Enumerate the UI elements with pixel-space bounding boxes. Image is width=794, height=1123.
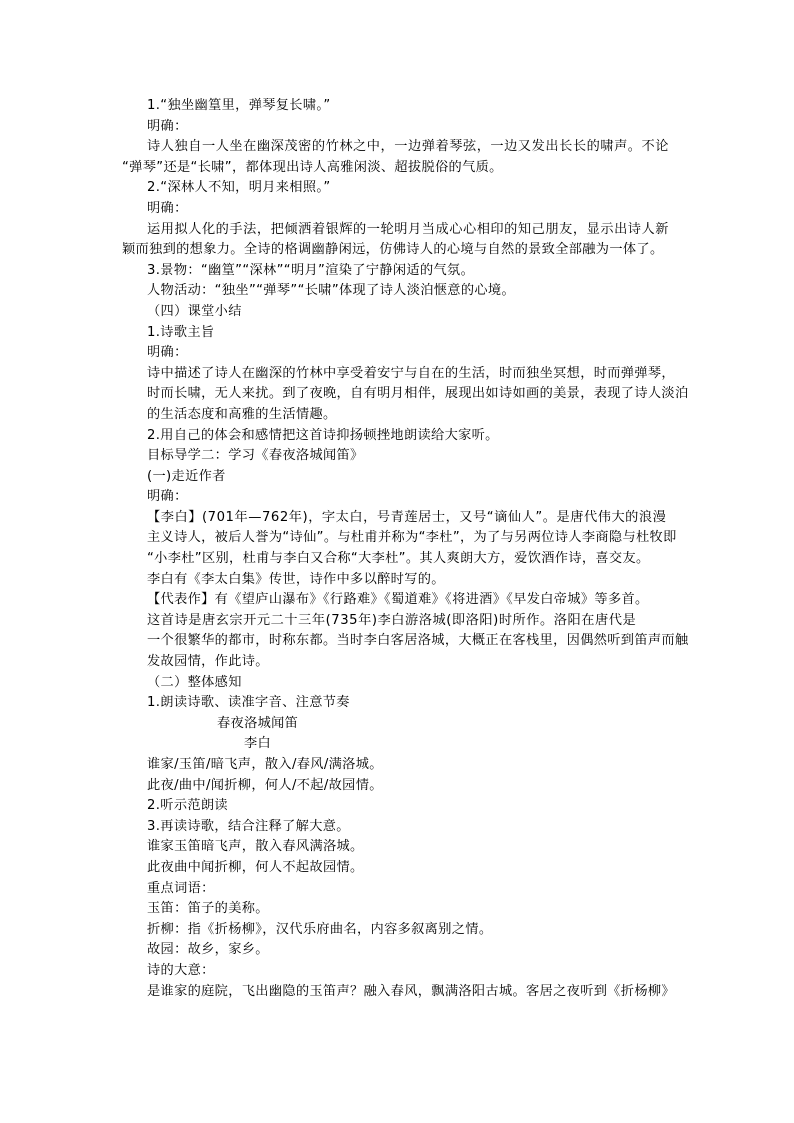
text-line: （二）整体感知	[147, 674, 242, 690]
text-line: 李白有《李太白集》传世，诗作中多以醉时写的。	[147, 571, 445, 587]
text-line: 明确：	[147, 200, 188, 216]
text-line: 谁家/玉笛/暗飞声，散入/春风/满洛城。	[147, 757, 383, 772]
text-line: 2.用自己的体会和感情把这首诗抑扬顿挫地朗读给大家听。	[147, 427, 499, 443]
text-line: 运用拟人化的手法，把倾洒着银辉的一轮明月当成心心相印的知己朋友，显示出诗人新	[147, 221, 670, 237]
text-line: 明确：	[147, 489, 188, 505]
text-line: 3.再读诗歌，结合注释了解大意。	[147, 818, 350, 834]
text-line: 的生活态度和高雅的生活情趣。	[147, 406, 337, 422]
text-line: 春夜洛城闻笛	[217, 715, 299, 731]
text-line: 这首诗是唐玄宗开元二十三年(735年)李白游洛城(即洛阳)时所作。洛阳在唐代是	[147, 612, 637, 628]
text-line: 谁家玉笛暗飞声，散入春风满洛城。	[147, 839, 364, 855]
text-line: 玉笛：笛子的美称。	[147, 901, 269, 917]
text-line: 发故园情，作此诗。	[147, 654, 269, 670]
text-line: 明确：	[147, 118, 188, 134]
text-line: “小李杜”区别，杜甫与李白又合称“大李杜”。其人爽朗大方，爱饮酒作诗，喜交友。	[147, 551, 650, 567]
document-page	[122, 96, 689, 1002]
text-line: 明确：	[147, 345, 188, 361]
text-line: 一个很繁华的都市，时称东都。当时李白客居洛城，大概正在客栈里，因偶然听到笛声而触	[147, 633, 689, 649]
text-line: 颖而独到的想象力。全诗的格调幽静闲远，仿佛诗人的心境与自然的景致全部融为一体了。	[122, 242, 664, 258]
text-line: (一)走近作者	[147, 468, 226, 484]
text-line: 诗的大意：	[147, 962, 215, 978]
text-line: “弹琴”还是“长啸”，都体现出诗人高雅闲淡、超拔脱俗的气质。	[122, 159, 503, 175]
text-line: 李白	[244, 736, 272, 752]
text-line: 时而长啸，无人来扰。到了夜晚，自有明月相伴，展现出如诗如画的美景，表现了诗人淡泊	[147, 386, 689, 402]
text-line: 此夜曲中闻折柳，何人不起故园情。	[147, 859, 364, 875]
text-line: 此夜/曲中/闻折柳，何人/不起/故园情。	[147, 777, 383, 793]
text-line: 【李白】(701年—762年)，字太白，号青莲居士，又号“谪仙人”。是唐代伟大的浪漫	[147, 509, 667, 525]
text-line: 3.景物：“幽篁”“深林”“明月”渲染了宁静闲适的气氛。	[147, 262, 475, 278]
text-line: 【代表作】有《望庐山瀑布》《行路难》《蜀道难》《将进酒》《早发白帝城》等多首。	[147, 592, 649, 608]
text-line: 目标导学二：学习《春夜洛城闻笛》	[147, 448, 364, 464]
text-line: 故园：故乡，家乡。	[147, 942, 269, 958]
text-line: 1.朗读诗歌、读准字音、注意节奏	[147, 695, 350, 711]
text-line: 主义诗人，被后人誉为“诗仙”。与杜甫并称为“李杜”，为了与另两位诗人李商隐与杜牧即	[147, 530, 677, 546]
text-line: 是谁家的庭院，飞出幽隐的玉笛声？融入春风，飘满洛阳古城。客居之夜听到《折杨柳》	[147, 983, 675, 999]
text-line: 诗人独自一人坐在幽深茂密的竹林之中，一边弹着琴弦，一边又发出长长的啸声。不论	[147, 139, 670, 155]
text-line: 折柳：指《折杨柳》，汉代乐府曲名，内容多叙离别之情。	[147, 921, 493, 937]
text-line: 2.“深林人不知，明月来相照。”	[147, 180, 331, 196]
text-line: 人物活动：“独坐”“弹琴”“长啸”体现了诗人淡泊惬意的心境。	[147, 283, 515, 299]
text-line: 2.听示范朗读	[147, 798, 228, 814]
text-line: 诗中描述了诗人在幽深的竹林中享受着安宁与自在的生活，时而独坐冥想，时而弹弹琴，	[147, 365, 675, 381]
text-line: （四）课堂小结	[147, 303, 242, 319]
text-line: 1.诗歌主旨	[147, 324, 215, 340]
text-line: 1.“独坐幽篁里，弹琴复长啸。”	[147, 98, 331, 113]
text-line: 重点词语：	[147, 880, 215, 896]
